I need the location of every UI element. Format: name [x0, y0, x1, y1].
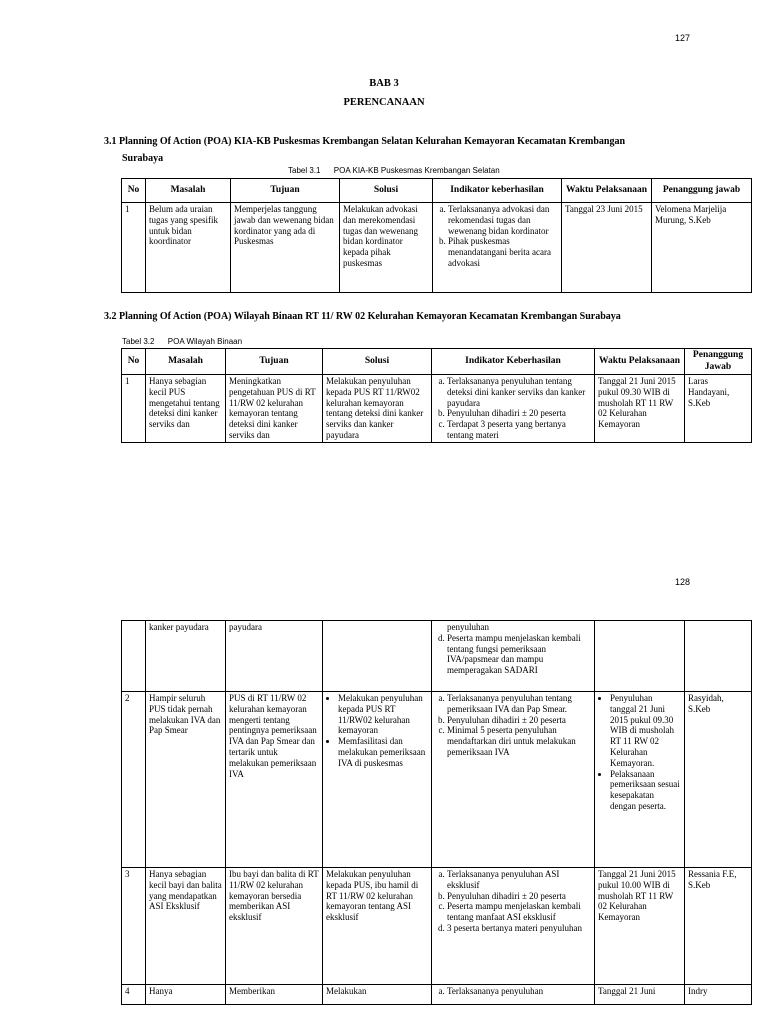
indikator-item: b. Penyuluhan dihadiri ± 20 peserta — [447, 891, 591, 902]
indikator-item: d. Peserta mampu menjelaskan kembali tentang fungsi pemeriksaan IVA/papsmear dan mampu memperagakan SADARI — [447, 633, 591, 676]
cell-solusi: Melakukan penyuluhan kepada PUS RT 11/RW02 kelurahan kemayoran tentang deteksi dini kanker serviks dan kanker payudara — [323, 375, 432, 443]
page-number: 127 — [675, 33, 691, 43]
header-pj: Penanggung Jawab — [685, 349, 752, 375]
cell-masalah: Hanya sebagian kecil bayi dan balita yang mendapatkan ASI Eksklusif — [146, 868, 226, 985]
table-poa-kia-kb — [121, 178, 752, 293]
indikator-item: c. Peserta mampu menjelaskan kembali tentang manfaat ASI eksklusif — [447, 901, 591, 923]
section-heading-3-1-cont: Surabaya — [122, 153, 164, 164]
cell-waktu — [595, 621, 685, 692]
indikator-item: c. Minimal 5 peserta penyuluhan mendaftarkan diri untuk melakukan pemeriksaan IVA — [447, 725, 591, 757]
chapter-title: PERENCANAAN — [343, 97, 425, 108]
header-solusi: Solusi — [340, 179, 433, 203]
cell-solusi: Melakukan penyuluhan kepada PUS, ibu hamil di RT 11/RW 02 kelurahan kemayoran tentang ASI eksklusif — [323, 868, 432, 985]
indikator-item: a. Terlaksananya penyuluhan — [447, 986, 591, 997]
cell-pj: Ressania F.E, S.Keb — [685, 868, 752, 985]
header-pj: Penanggung jawab — [652, 179, 752, 203]
cell-tujuan: Memberikan — [226, 985, 323, 1005]
cell-waktu: Tanggal 21 Juni 2015 pukul 10.00 WIB di musholah RT 11 RW 02 Kelurahan Kemayoran — [595, 868, 685, 985]
indikator-item: a. Terlaksananya advokasi dan rekomendasi tugas dan wewenang bidan kordinator — [448, 204, 558, 236]
header-indikator: Indikator Keberhasilan — [432, 349, 595, 375]
cell-tujuan: Ibu bayi dan balita di RT 11/RW 02 kelurahan kemayoran bersedia memberikan ASI eksklusif — [226, 868, 323, 985]
cell-indikator — [432, 621, 595, 692]
header-tujuan: Tujuan — [231, 179, 340, 203]
cell-no: 4 — [122, 985, 146, 1005]
table-caption-3-1: Tabel 3.1 POA KIA-KB Puskesmas Krembangan Selatan — [288, 166, 500, 175]
cell-tujuan: payudara — [226, 621, 323, 692]
cell-masalah: Hanya — [146, 985, 226, 1005]
indikator-continuation: penyuluhan — [447, 622, 489, 632]
chapter-label: BAB 3 — [369, 78, 399, 89]
cell-masalah: kanker payudara — [146, 621, 226, 692]
cell-waktu: Tanggal 23 Juni 2015 — [562, 203, 652, 293]
solusi-item: • Melakukan penyuluhan kepada PUS RT 11/RW02 kelurahan kemayoran — [338, 693, 428, 736]
cell-indikator — [432, 692, 595, 868]
cell-indikator — [432, 868, 595, 985]
header-indikator: Indikator keberhasilan — [433, 179, 562, 203]
cell-solusi — [323, 621, 432, 692]
cell-no — [122, 621, 146, 692]
cell-indikator — [432, 375, 595, 443]
header-tujuan: Tujuan — [226, 349, 323, 375]
indikator-item: a. Terlaksananya penyuluhan tentang pemeriksaan IVA dan Pap Smear. — [447, 693, 591, 715]
header-no: No — [122, 179, 146, 203]
header-waktu: Waktu Pelaksanaan — [562, 179, 652, 203]
waktu-item: • Penyuluhan tanggal 21 Juni 2015 pukul 09.30 WIB di musholah RT 11 RW 02 Kelurahan Kemayoran. — [610, 693, 681, 769]
indikator-item: a. Terlaksananya penyuluhan tentang deteksi dini kanker serviks dan kanker payudara — [447, 376, 591, 408]
cell-pj: Velomena Marjelija Murung, S.Keb — [652, 203, 752, 293]
cell-no: 2 — [122, 692, 146, 868]
indikator-item: a. Terlaksananya penyuluhan ASI eksklusif — [447, 869, 591, 891]
cell-no: 3 — [122, 868, 146, 985]
indikator-item: b. Penyuluhan dihadiri ± 20 peserta — [447, 715, 591, 726]
indikator-item: c. Terdapat 3 peserta yang bertanya tentang materi — [447, 419, 591, 441]
cell-waktu: Tanggal 21 Juni — [595, 985, 685, 1005]
table-row — [122, 985, 752, 1005]
cell-tujuan: Meningkatkan pengetahuan PUS di RT 11/RW 02 kelurahan kemayoran tentang deteksi dini kanker serviks dan — [226, 375, 323, 443]
cell-no: 1 — [122, 375, 146, 443]
cell-tujuan: PUS di RT 11/RW 02 kelurahan kemayoran mengerti tentang pentingnya pemeriksaan IVA dan Pap Smear dan tertarik untuk melakukan pemeriksaan IVA — [226, 692, 323, 868]
cell-indikator — [432, 985, 595, 1005]
cell-pj: Rasyidah, S.Keb — [685, 692, 752, 868]
header-masalah: Masalah — [146, 349, 226, 375]
table-row — [122, 868, 752, 985]
page-number: 128 — [675, 577, 691, 587]
solusi-item: • Memfasilitasi dan melakukan pemeriksaan IVA di puskesmas — [338, 736, 428, 768]
cell-tujuan: Memperjelas tanggung jawab dan wewenang bidan kordinator yang ada di Puskesmas — [231, 203, 340, 293]
indikator-item: b. Penyuluhan dihadiri ± 20 peserta — [447, 408, 591, 419]
cell-masalah: Hanya sebagian kecil PUS mengetahui tentang deteksi dini kanker serviks dan — [146, 375, 226, 443]
cell-no: 1 — [122, 203, 146, 293]
cell-solusi: Melakukan advokasi dan merekomendasi tugas dan wewenang bidan kordinator kepada pihak puskesmas — [340, 203, 433, 293]
cell-waktu — [595, 692, 685, 868]
header-solusi: Solusi — [323, 349, 432, 375]
header-masalah: Masalah — [146, 179, 231, 203]
cell-pj — [685, 621, 752, 692]
indikator-item: d. 3 peserta bertanya materi penyuluhan — [447, 923, 591, 934]
cell-masalah: Belum ada uraian tugas yang spesifik untuk bidan koordinator — [146, 203, 231, 293]
waktu-item: • Pelaksanaan pemeriksaan sesuai kesepakatan dengan peserta. — [610, 769, 681, 812]
indikator-item: b. Pihak puskesmas menandatangani berita acara advokasi — [448, 236, 558, 268]
table-row — [122, 375, 752, 443]
table-caption-3-2: Tabel 3.2 POA Wilayah Binaan — [122, 337, 243, 346]
cell-masalah: Hampir seluruh PUS tidak pernah melakukan IVA dan Pap Smear — [146, 692, 226, 868]
section-heading-3-1: 3.1 Planning Of Action (POA) KIA-KB Puskesmas Krembangan Selatan Kelurahan Kemayoran Kecamatan Krembangan — [104, 136, 626, 147]
cell-solusi — [323, 692, 432, 868]
table-poa-wilayah-binaan — [121, 348, 752, 443]
cell-indikator — [433, 203, 562, 293]
table-row — [122, 203, 752, 293]
cell-solusi: Melakukan — [323, 985, 432, 1005]
table-header-row — [122, 179, 752, 203]
table-poa-wilayah-binaan-cont — [121, 620, 752, 1005]
table-row — [122, 621, 752, 692]
section-heading-3-2: 3.2 Planning Of Action (POA) Wilayah Binaan RT 11/ RW 02 Kelurahan Kemayoran Kecamatan Krembangan Surabaya — [104, 311, 621, 322]
header-no: No — [122, 349, 146, 375]
table-header-row — [122, 349, 752, 375]
table-row — [122, 692, 752, 868]
cell-pj: Indry — [685, 985, 752, 1005]
cell-waktu: Tanggal 21 Juni 2015 pukul 09.30 WIB di musholah RT 11 RW 02 Kelurahan Kemayoran — [595, 375, 685, 443]
cell-pj: Laras Handayani, S.Keb — [685, 375, 752, 443]
header-waktu: Waktu Pelaksanaan — [595, 349, 685, 375]
